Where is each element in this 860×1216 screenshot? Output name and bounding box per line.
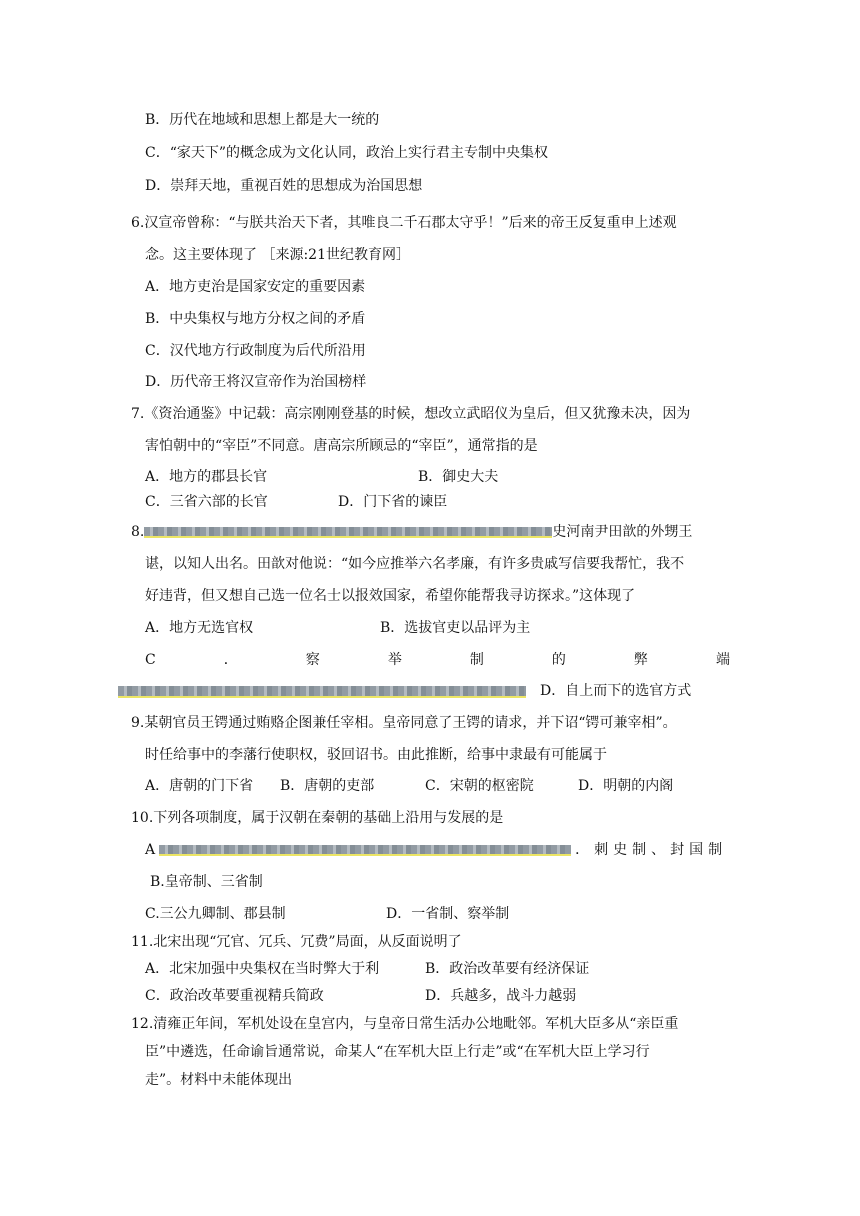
q7-option-c: C．三省六部的长官 bbox=[145, 494, 268, 510]
redacted-text bbox=[144, 527, 552, 538]
q6-stem-line2: 念。这主要体现了 ［来源:21世纪教育网］ bbox=[145, 247, 410, 263]
q6-option-b: B．中央集权与地方分权之间的矛盾 bbox=[145, 311, 366, 327]
q8-option-d: D．自上而下的选官方式 bbox=[540, 683, 692, 699]
q10-option-a bbox=[145, 840, 727, 860]
q6-stem-line1: 6.汉宣帝曾称：“与朕共治天下者，其唯良二千石郡太守乎！”后来的帝王反复重申上述观 bbox=[131, 215, 677, 231]
q7-stem-line1: 7.《资治通鉴》中记载：高宗刚刚登基的时候，想改立武昭仪为皇后，但又犹豫未决，因为 bbox=[131, 406, 691, 422]
q7-option-d: D．门下省的谏臣 bbox=[338, 494, 448, 510]
q12-stem-line3: 走”。材料中未能体现出 bbox=[145, 1072, 293, 1088]
q5-option-c: C．“家天下”的概念成为文化认同，政治上实行君主专制中央集权 bbox=[145, 145, 549, 161]
redacted-text bbox=[159, 845, 571, 856]
q8-stem-line1 bbox=[131, 522, 692, 542]
q8-option-c-char: ． bbox=[223, 652, 238, 668]
q8-option-b: B．选拔官吏以品评为主 bbox=[380, 620, 531, 636]
q8-option-c-char: 制 bbox=[469, 652, 484, 668]
q9-option-c: C．宋朝的枢密院 bbox=[425, 778, 534, 794]
q8-number: 8. bbox=[131, 524, 145, 540]
q8-option-c-char: 察 bbox=[305, 652, 320, 668]
q7-stem-line2: 害怕朝中的“宰臣”不同意。唐高宗所顾忌的“宰臣”，通常指的是 bbox=[145, 438, 538, 454]
q8-option-a: A．地方无选官权 bbox=[145, 620, 254, 636]
q9-option-b: B．唐朝的吏部 bbox=[280, 778, 375, 794]
q8-stem-tail: 史河南尹田歆的外甥王 bbox=[552, 524, 693, 540]
q11-option-a: A．北宋加强中央集权在当时弊大于利 bbox=[145, 961, 380, 977]
q11-option-d: D．兵越多，战斗力越弱 bbox=[425, 988, 577, 1004]
q6-option-a: A．地方吏治是国家安定的重要因素 bbox=[145, 279, 366, 295]
q8-option-c-char: 端 bbox=[715, 652, 730, 668]
redacted-text bbox=[118, 686, 526, 698]
q12-stem-line2: 臣”中遴选，任命谕旨通常说，命某人“在军机大臣上行走”或“在军机大臣上学习行 bbox=[145, 1044, 650, 1060]
q5-option-d: D．崇拜天地，重视百姓的思想成为治国思想 bbox=[145, 178, 423, 194]
q9-option-d: D．明朝的内阁 bbox=[578, 778, 674, 794]
q10-option-a-letter: A bbox=[145, 842, 156, 858]
q7-option-b: B．御史大夫 bbox=[418, 469, 499, 485]
q10-option-b: B.皇帝制、三省制 bbox=[150, 874, 263, 890]
q10-option-d: D．一省制、察举制 bbox=[386, 906, 510, 922]
q8-option-c-char: 的 bbox=[551, 652, 566, 668]
q8-option-c-char: 举 bbox=[387, 652, 402, 668]
q8-stem-line2: 谌，以知人出名。田歆对他说：“如今应推举六名孝廉，有许多贵戚写信要我帮忙，我不 bbox=[145, 556, 685, 572]
q8-option-c-char: 弊 bbox=[633, 652, 648, 668]
q11-option-b: B．政治改革要有经济保证 bbox=[425, 961, 590, 977]
q12-stem-line1: 12.清雍正年间，军机处设在皇宫内，与皇帝日常生活办公地毗邻。军机大臣多从“亲臣重 bbox=[131, 1016, 679, 1032]
q9-option-a: A．唐朝的门下省 bbox=[145, 778, 254, 794]
q9-stem-line2: 时任给事中的李藩行使职权，驳回诏书。由此推断，给事中隶最有可能属于 bbox=[145, 747, 607, 763]
q8-option-c bbox=[145, 650, 730, 670]
q8-stem-line3: 好违背，但又想自己选一位名士以报效国家，希望你能帮我寻访探求。”这体现了 bbox=[145, 588, 636, 604]
q7-option-a: A．地方的郡县长官 bbox=[145, 469, 268, 485]
q11-stem: 11.北宋出现“冗官、冗兵、冗费”局面，从反面说明了 bbox=[131, 934, 462, 950]
q10-option-a-text: ．刺史制、封国制 bbox=[575, 842, 728, 858]
q11-option-c: C．政治改革要重视精兵简政 bbox=[145, 988, 324, 1004]
q10-stem: 10.下列各项制度，属于汉朝在秦朝的基础上沿用与发展的是 bbox=[131, 810, 504, 826]
q8-option-c-char: C bbox=[145, 652, 156, 668]
q5-option-b: B．历代在地域和思想上都是大一统的 bbox=[145, 112, 380, 128]
q6-option-d: D．历代帝王将汉宣帝作为治国榜样 bbox=[145, 374, 367, 390]
q6-option-c: C．汉代地方行政制度为后代所沿用 bbox=[145, 343, 366, 359]
q10-option-c: C.三公九卿制、郡县制 bbox=[145, 906, 286, 922]
q9-stem-line1: 9.某朝官员王锷通过贿赂企图兼任宰相。皇帝同意了王锷的请求，并下诏“锷可兼宰相”。 bbox=[131, 715, 677, 731]
